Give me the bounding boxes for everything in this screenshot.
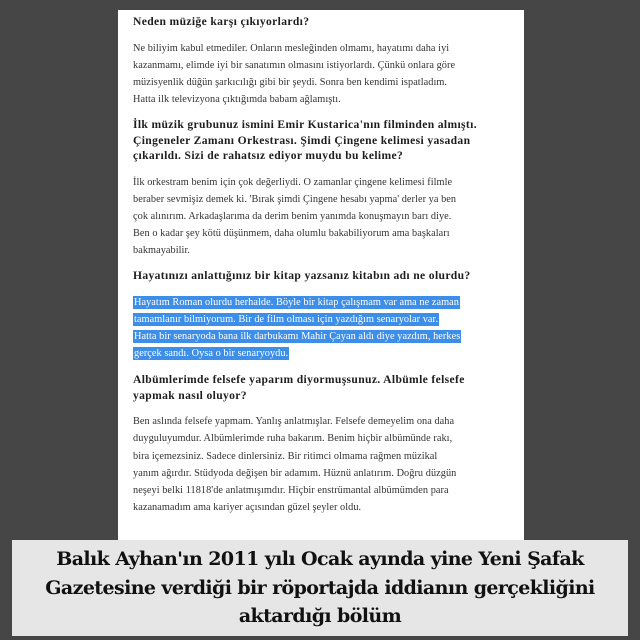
text-line: bakmayabilir. xyxy=(133,245,190,257)
text-line: Albümlerimde felsefe yaparım diyormuşsunuz. Albümle felsefe xyxy=(133,373,465,387)
selected-text-line[interactable] xyxy=(133,294,508,311)
answer-paragraph xyxy=(133,40,508,108)
article-page xyxy=(118,10,524,545)
text-line: Hatta ilk televizyona çıktığımda babam ağlamıştı. xyxy=(133,93,341,105)
text-selection-highlight[interactable]: Hatta bir senaryoda bana ilk darbukamı Mahir Çayan aldı diye yazdım, herkes xyxy=(134,331,461,342)
text-line: çok alınırım. Arkadaşlarıma da derim benim yanımda konuşmayın barı diye. xyxy=(133,210,452,222)
caption-line: Balık Ayhan'ın 2011 yılı Ocak ayında yine Yeni Şafak xyxy=(56,548,584,570)
selected-text-line[interactable] xyxy=(133,328,508,345)
text-line: kazanamadım ama kariyer açısından güzel şeyler oldu. xyxy=(133,501,362,513)
text-line: yapmak nasıl oluyor? xyxy=(133,388,247,402)
text-selection-highlight[interactable]: tamamlanır bilmiyorum. Bir de film olması için yazdığım senaryolar var. xyxy=(134,313,439,325)
caption-line: aktardığı bölüm xyxy=(238,605,402,627)
text-line: çıkarıldı. Sizi de rahatsız ediyor muydu bu kelime? xyxy=(133,149,404,163)
question-paragraph xyxy=(133,372,508,403)
text-line: beraber sevmişiz demek ki. 'Bırak şimdi Çingene hesabı yapma' derler ya ben xyxy=(133,193,457,205)
text-line: İlk müzik grubunuz ismini Emir Kustarica'nın filminden almıştı. xyxy=(133,117,477,131)
text-line: İlk orkestram benim için çok değerliydi. O zamanlar çingene kelimesi filmle xyxy=(133,176,453,188)
answer-paragraph xyxy=(133,174,508,259)
question-paragraph xyxy=(133,14,508,30)
text-line: bira içemezsiniz. Sadece dinlersiniz. Bir ritimci olmama rağmen müzikal xyxy=(133,450,438,462)
text-line: duyguluyumdur. Albümlerimde ruha bakarım. Benim hiçbir albümünde rakı, xyxy=(133,433,453,445)
text-line: yanım ağırdır. Stüdyoda değişen bir adamım. Hüznü anlatırım. Doğru düzgün xyxy=(133,467,457,479)
text-line: Neden müziğe karşı çıkıyorlardı? xyxy=(133,15,310,28)
question-paragraph xyxy=(133,117,508,164)
caption-banner xyxy=(12,540,628,636)
text-line: müzisyenlik düğün şarkıcılığı gibi bir şeydi. Sonra ben kendimi ispatladım. xyxy=(133,76,448,88)
text-line: Ben aslında felsefe yapmam. Yanlış anlatmışlar. Felsefe demeyelim ona daha xyxy=(133,416,455,428)
text-line: Hayatınızı anlattığınız bir kitap yazsanız kitabın adı ne olurdu? xyxy=(133,269,471,283)
text-line: kazanmamı, elimde iyi bir sanatımın olmasını istiyorlardı. Çünkü onlara göre xyxy=(133,59,456,71)
text-line: Çingeneler Zamanı Orkestrası. Şimdi Çingene kelimesi yasadan xyxy=(133,133,471,147)
text-line: Ben o kadar şey kötü düşünmem, daha olumlu bakabiliyorum ama başkaları xyxy=(133,228,450,240)
text-line: Ne biliyim kabul etmediler. Onların mesleğinden olmamı, hayatımı daha iyi xyxy=(133,42,450,54)
selected-text-line[interactable] xyxy=(133,345,508,362)
text-selection-highlight[interactable]: Hayatım Roman olurdu herhalde. Böyle bir kitap çalışmam var ama ne zaman xyxy=(134,296,459,308)
text-selection-highlight[interactable]: gerçek sandı. Oysa o bir senaryoydu. xyxy=(134,348,289,360)
caption-line: Gazetesine verdiği bir röportajda iddianın gerçekliğini xyxy=(45,576,595,599)
text-line: neşeyi belki 11818'de anlatmışımdır. Hiçbir enstrümantal albümümden para xyxy=(133,484,449,496)
answer-paragraph xyxy=(133,413,508,516)
question-paragraph xyxy=(133,268,508,284)
selected-answer-paragraph[interactable] xyxy=(133,294,508,362)
selected-text-line[interactable] xyxy=(133,311,508,328)
